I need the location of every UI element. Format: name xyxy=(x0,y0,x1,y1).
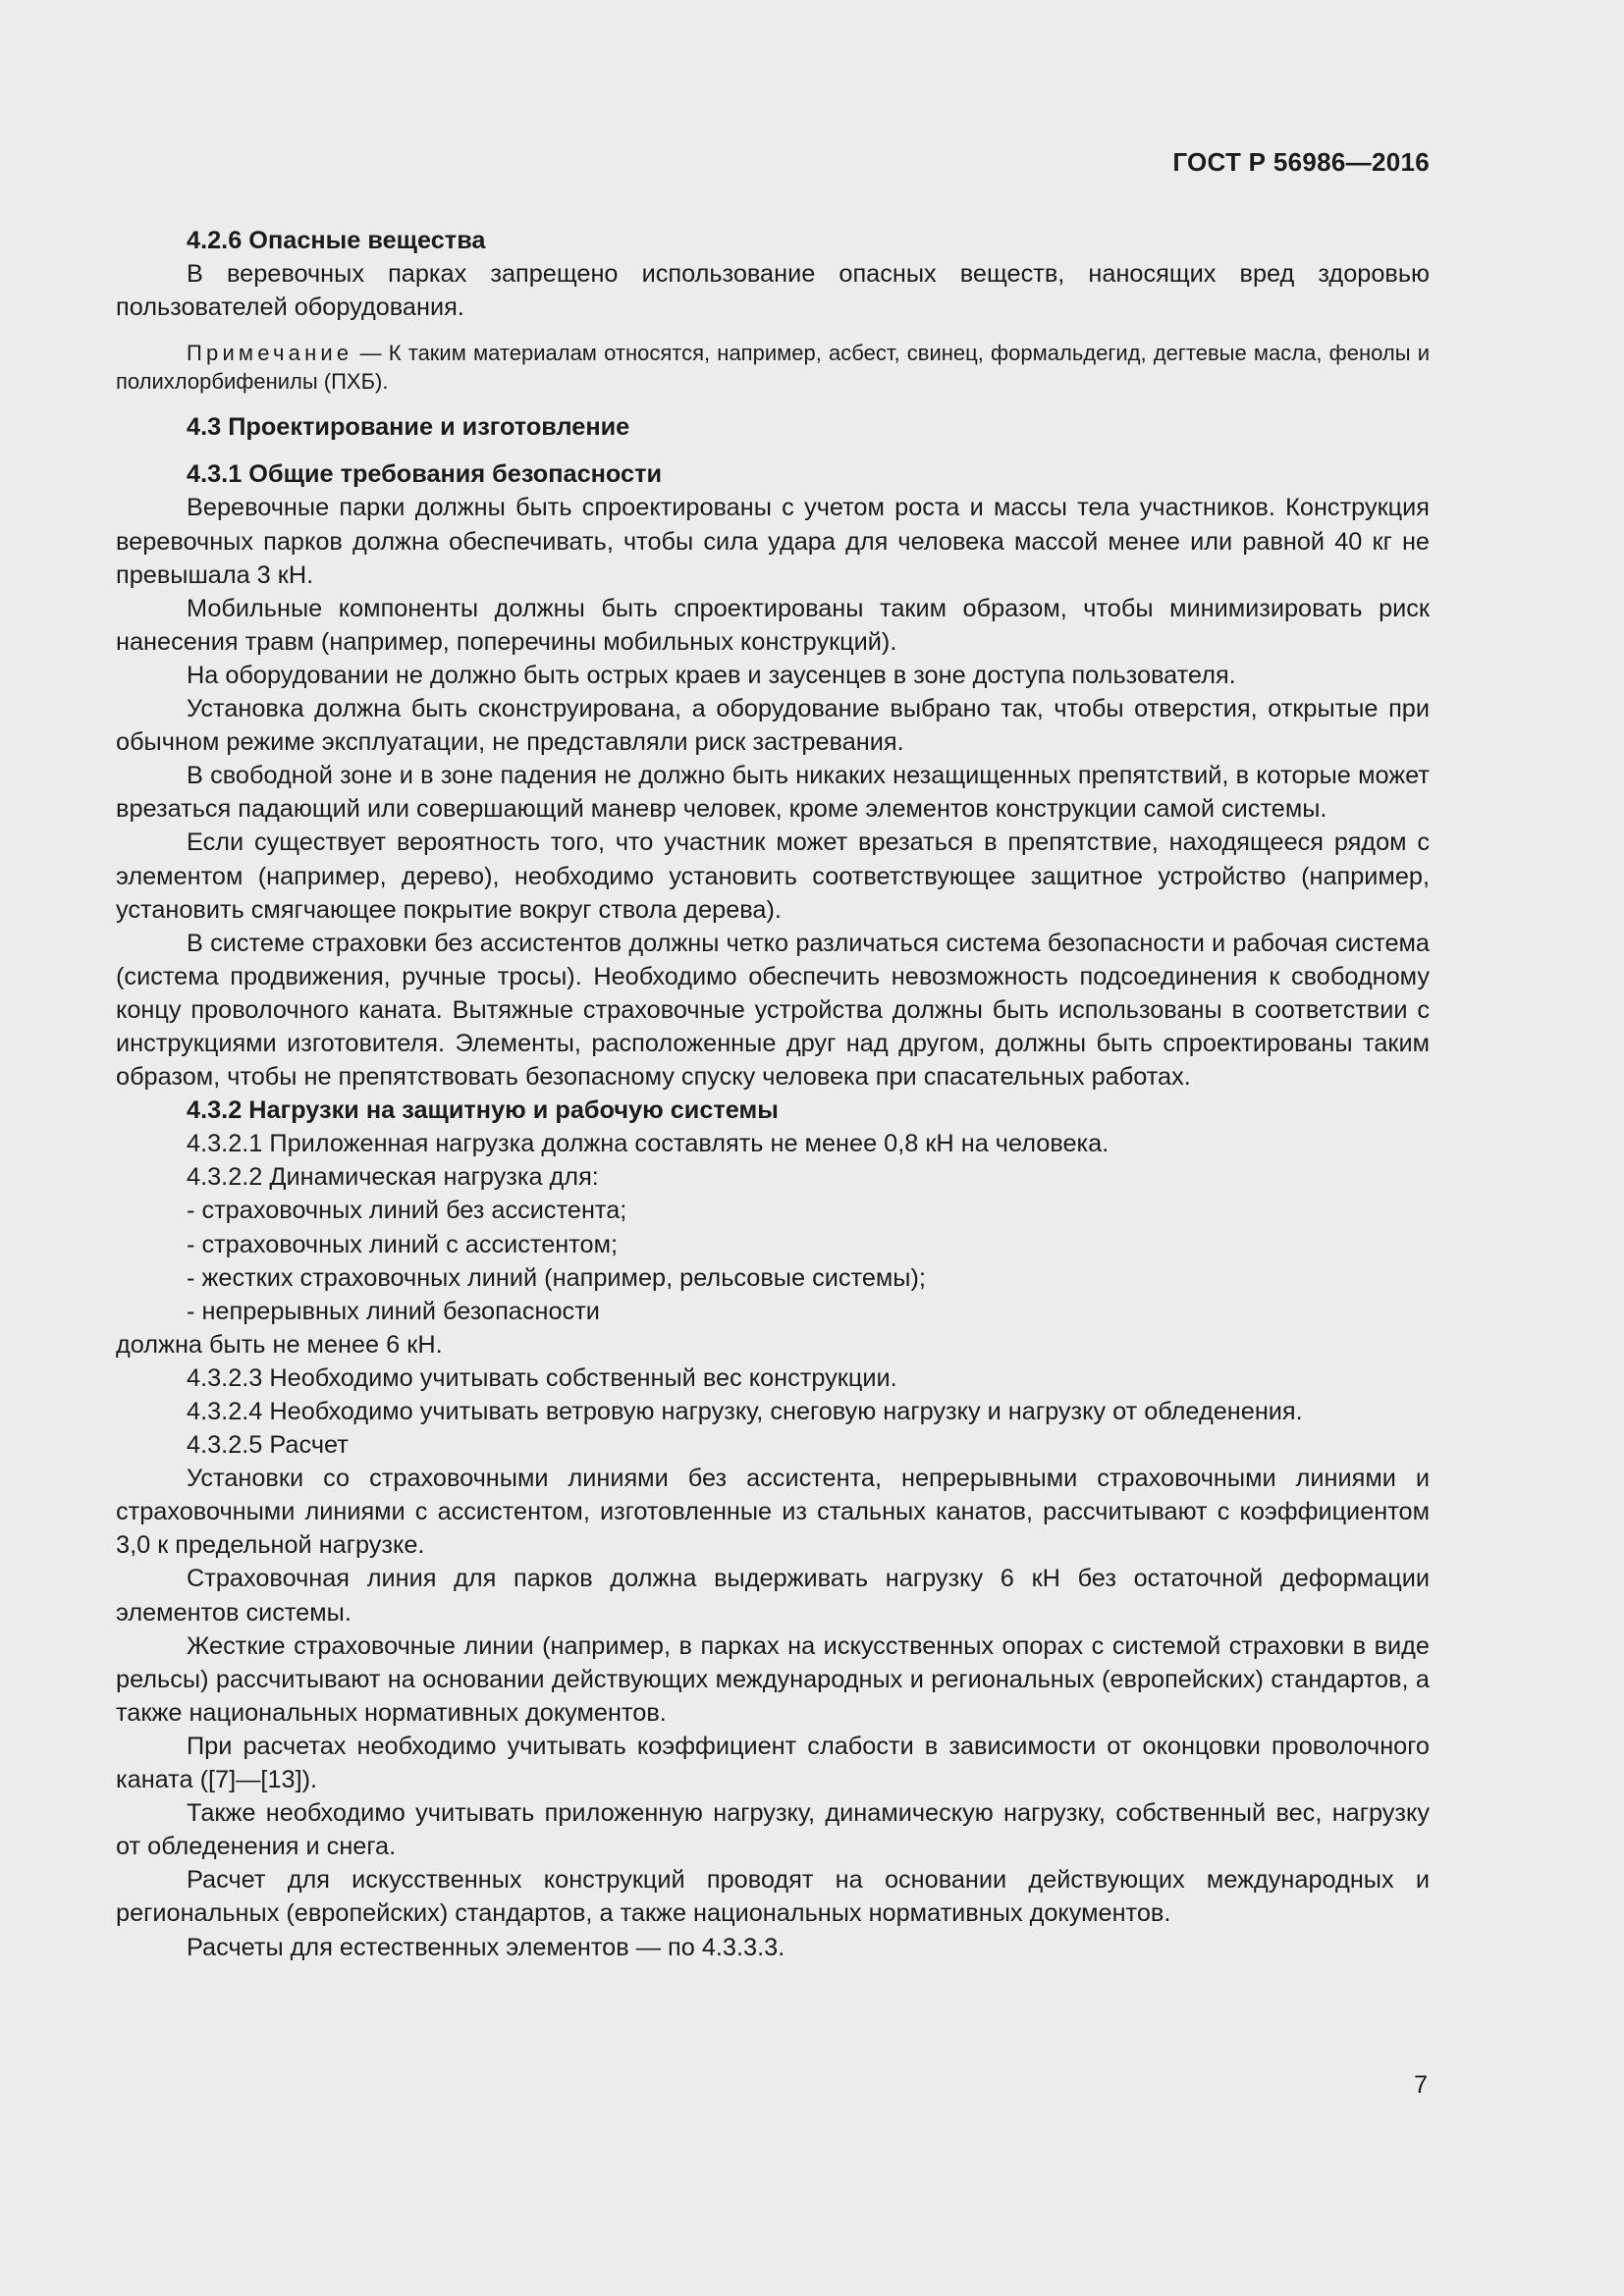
paragraph: Расчет для искусственных конструкций проводят на основании действующих международных и региональных (европейских) стандартов, а также национальных нормативных документов. xyxy=(116,1866,1430,1928)
list-tail: должна быть не менее 6 кН. xyxy=(116,1330,443,1359)
paragraph: В веревочных парках запрещено использование опасных веществ, наносящих вред здоровью пользователей оборудования. xyxy=(116,260,1430,322)
paragraph: Также необходимо учитывать приложенную нагрузку, динамическую нагрузку, собственный вес, нагрузку от обледенения и снега. xyxy=(116,1799,1430,1861)
paragraph: Жесткие страховочные линии (например, в парках на искусственных опорах с системой страховки в виде рельсы) рассчитывают на основании действующих международных и региональных (европейских) стандартов, а также национальных нормативных документов. xyxy=(116,1631,1430,1727)
paragraph: Веревочные парки должны быть спроектированы с учетом роста и массы тела участников. Конструкция веревочных парков должна обеспечивать, чтобы сила удара для человека массой менее или равной 40 кг не превышала 3 кН. xyxy=(116,494,1430,589)
clause-4-3-2-3: 4.3.2.3 Необходимо учитывать собственный вес конструкции. xyxy=(187,1363,897,1392)
paragraph: Мобильные компоненты должны быть спроектированы таким образом, чтобы минимизировать риск нанесения травм (например, поперечины мобильных конструкций). xyxy=(116,594,1430,656)
clause-4-3-2-5: 4.3.2.5 Расчет xyxy=(187,1431,349,1460)
note-text: — К таким материалам относятся, например, асбест, свинец, формальдегид, дегтевые масла, фенолы и полихлорбифенилы (ПХБ). xyxy=(116,341,1430,395)
paragraph: Страховочная линия для парков должна выдерживать нагрузку 6 кН без остаточной деформации элементов системы. xyxy=(116,1565,1430,1627)
clause-4-3-2-2: 4.3.2.2 Динамическая нагрузка для: xyxy=(187,1163,599,1192)
clause-4-3-2-4: 4.3.2.4 Необходимо учитывать ветровую нагрузку, снеговую нагрузку и нагрузку от обледенения. xyxy=(187,1398,1303,1425)
heading-4-3-2: 4.3.2 Нагрузки на защитную и рабочую системы xyxy=(187,1096,779,1125)
document-body xyxy=(116,224,1430,1964)
heading-4-2-6: 4.2.6 Опасные вещества xyxy=(187,227,486,254)
paragraph: Расчеты для естественных элементов — по 4.3.3.3. xyxy=(187,1933,785,1961)
list-item: - непрерывных линий безопасности xyxy=(187,1297,600,1325)
list-item: - страховочных линий без ассистента; xyxy=(187,1197,627,1225)
list-item: - жестких страховочных линий (например, рельсовые системы); xyxy=(187,1263,926,1292)
paragraph: В свободной зоне и в зоне падения не должно быть никаких незащищенных препятствий, в которые может врезаться падающий или совершающий маневр человек, кроме элементов конструкции самой системы. xyxy=(116,762,1430,824)
paragraph: Если существует вероятность того, что участник может врезаться в препятствие, находящееся рядом с элементом (например, дерево), необходимо установить соответствующее защитное устройство (например, установить смягчающее покрытие вокруг ствола дерева). xyxy=(116,828,1430,924)
paragraph: Установки со страховочными линиями без ассистента, непрерывными страховочными линиями и страховочными линиями с ассистентом, изготовленные из стальных канатов, рассчитывают с коэффициентом 3,0 к предельной нагрузке. xyxy=(116,1465,1430,1560)
heading-4-3: 4.3 Проектирование и изготовление xyxy=(187,413,630,442)
note-label: Примечание xyxy=(187,341,353,366)
note xyxy=(116,339,1430,396)
document-code: ГОСТ Р 56986—2016 xyxy=(1172,147,1430,177)
paragraph: На оборудовании не должно быть острых краев и заусенцев в зоне доступа пользователя. xyxy=(187,661,1236,689)
clause-4-3-2-1: 4.3.2.1 Приложенная нагрузка должна составлять не менее 0,8 кН на человека. xyxy=(187,1130,1110,1158)
heading-4-3-1: 4.3.1 Общие требования безопасности xyxy=(187,460,663,489)
paragraph: Установка должна быть сконструирована, а оборудование выбрано так, чтобы отверстия, открытые при обычном режиме эксплуатации, не представляли риск застревания. xyxy=(116,695,1430,757)
page-number: 7 xyxy=(1414,2071,1428,2099)
list-item: - страховочных линий с ассистентом; xyxy=(187,1230,619,1258)
paragraph: В системе страховки без ассистентов должны четко различаться система безопасности и рабочая система (система продвижения, ручные тросы). Необходимо обеспечить невозможность подсоединения к свободному концу проволочного каната. Вытяжные страховочные устройства должны быть использованы в соответствии с инструкциями изготовителя. Элементы, расположенные друг над другом, должны быть спроектированы таким образом, чтобы не препятствовать безопасному спуску человека при спасательных работах. xyxy=(116,929,1430,1092)
paragraph: При расчетах необходимо учитывать коэффициент слабости в зависимости от оконцовки проволочного каната ([7]—[13]). xyxy=(116,1732,1430,1794)
